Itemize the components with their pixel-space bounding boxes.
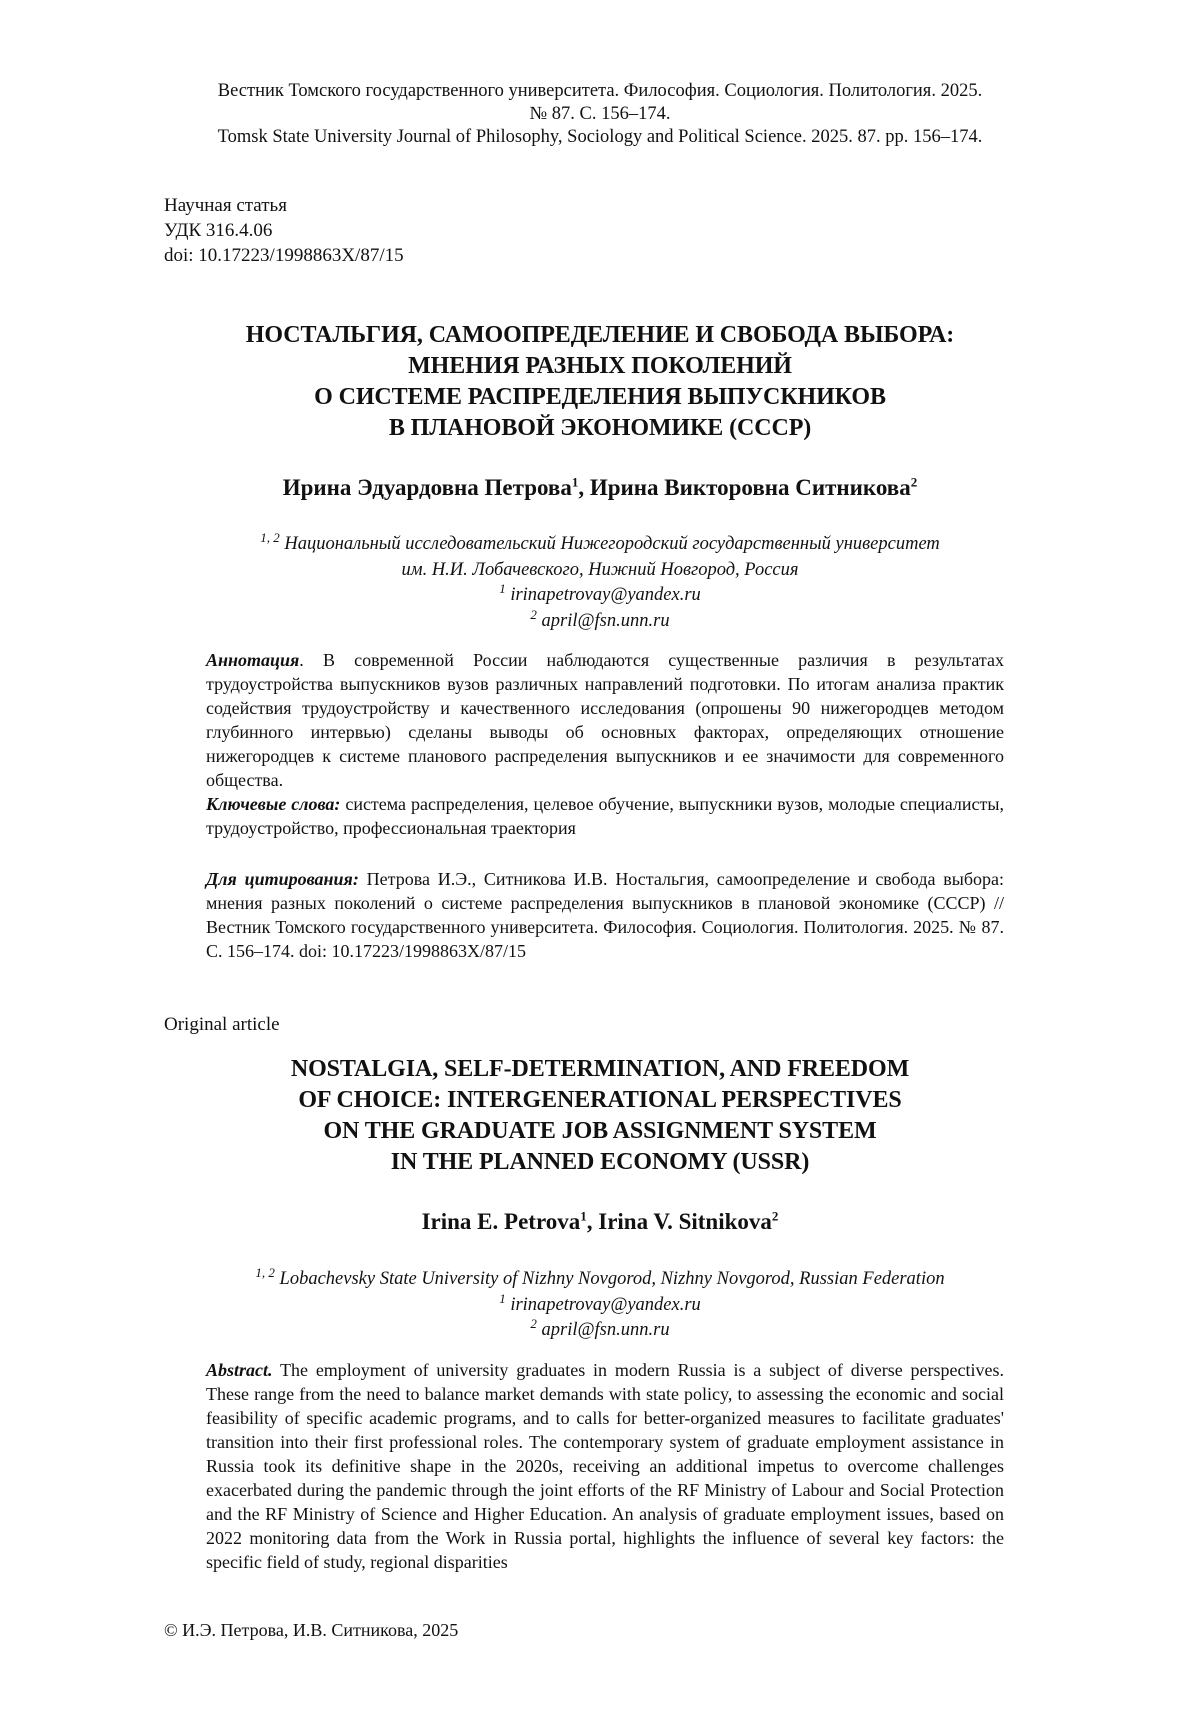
en-author-1: Irina E. Petrova <box>421 1209 581 1234</box>
en-abstract <box>206 1358 1004 1574</box>
ru-keywords-text: система распределения, целевое обучение, выпускники вузов, молодые специалисты, трудоустройство, профессиональная траектория <box>206 794 1005 838</box>
ru-abstract <box>206 648 1004 840</box>
en-email2-sup: 2 <box>530 1315 537 1331</box>
ru-title-line: В ПЛАНОВОЙ ЭКОНОМИКЕ (СССР) <box>388 415 812 441</box>
ru-title-line: МНЕНИЯ РАЗНЫХ ПОКОЛЕНИЙ <box>408 353 792 379</box>
en-title-line: IN THE PLANNED ECONOMY (USSR) <box>390 1149 810 1175</box>
en-author-sep: , <box>586 1209 599 1234</box>
en-title-line: ON THE GRADUATE JOB ASSIGNMENT SYSTEM <box>323 1118 877 1144</box>
en-abstract-text: The employment of university graduates in modern Russia is a subject of diverse perspectives. These range from the need to balance market demands with state policy, to assessing the economic and social feasibility of specific academic programs, and to calls for better-organized measures to facilitate graduates' transition into their first professional roles. The contemporary system of graduate employment assistance in Russia took its definitive shape in the 2020s, receiving an additional impetus to overcome challenges exacerbated during the pandemic through the joint efforts of the RF Ministry of Labour and Social Protection and the RF Ministry of Science and Higher Education. An analysis of graduate employment issues, based on 2022 monitoring data from the Work in Russia portal, highlights the influence of several key factors: the specific field of study, regional disparities <box>206 1360 1004 1572</box>
ru-email-1[interactable]: irinapetrovay@yandex.ru <box>510 585 701 605</box>
ru-article-type: Научная статья <box>164 195 287 216</box>
journal-header-ru-line2: № 87. С. 156–174. <box>529 104 671 124</box>
ru-title-line: О СИСТЕМЕ РАСПРЕДЕЛЕНИЯ ВЫПУСКНИКОВ <box>314 384 886 410</box>
ru-title-line: НОСТАЛЬГИЯ, САМООПРЕДЕЛЕНИЕ И СВОБОДА ВЫБОРА: <box>245 322 955 348</box>
en-email-1[interactable]: irinapetrovay@yandex.ru <box>510 1294 701 1315</box>
en-author-2-sup: 2 <box>771 1208 779 1224</box>
ru-author-2: Ирина Викторовна Ситникова <box>589 475 911 500</box>
en-article-type: Original article <box>164 1014 280 1035</box>
ru-email-2[interactable]: april@fsn.unn.ru <box>541 610 670 631</box>
ru-citation-text: Петрова И.Э., Ситникова И.В. Ностальгия, самоопределение и свобода выбора: мнения разных поколений о системе распределения выпускников в плановой экономике (СССР) // Вестник Томского государственного университета. Философия. Социология. Политология. 2025. № 87. С. 156–174. doi: 10.17223/1998863X/87/15 <box>206 869 1004 961</box>
ru-abstract-label: Аннотация <box>206 650 300 670</box>
ru-author-sep: , <box>578 475 590 500</box>
en-affiliation <box>150 1264 1050 1344</box>
en-author-2: Irina V. Sitnikova <box>598 1209 772 1234</box>
en-author-1-sup: 1 <box>580 1208 587 1224</box>
ru-author-2-sup: 2 <box>910 474 918 490</box>
ru-email2-sup: 2 <box>530 606 537 622</box>
ru-doi: doi: 10.17223/1998863X/87/15 <box>164 245 404 266</box>
journal-header-en-line: Tomsk State University Journal of Philosophy, Sociology and Political Science. 2025. 87. pp. 156–174. <box>217 127 983 147</box>
en-title-line: OF CHOICE: INTERGENERATIONAL PERSPECTIVES <box>298 1087 902 1113</box>
en-email-2[interactable]: april@fsn.unn.ru <box>541 1320 670 1340</box>
en-article-title <box>150 1054 1050 1178</box>
en-abstract-label: Abstract. <box>206 1360 273 1380</box>
journal-header <box>150 80 1050 149</box>
ru-affiliation <box>150 529 1050 634</box>
ru-authors <box>150 474 1050 502</box>
en-aff-line1: Lobachevsky State University of Nizhny Novgorod, Nizhny Novgorod, Russian Federation <box>279 1269 945 1289</box>
ru-article-meta <box>164 193 404 268</box>
en-authors <box>150 1208 1050 1236</box>
journal-header-ru-line1: Вестник Томского государственного университета. Философия. Социология. Политология. 2025. <box>217 81 983 101</box>
ru-email1-sup: 1 <box>499 580 506 596</box>
ru-abstract-text: . В современной России наблюдаются существенные различия в результатах трудоустройства выпускников вузов различных направлений подготовки. По итогам анализа практик содействия трудоустройству и качественного исследования (опрошены 90 нижегородцев методом глубинного интервью) сделаны выводы об основных факторах, определяющих отношение нижегородцев к системе планового распределения выпускников и ее значимости для современного общества. <box>206 650 1004 790</box>
ru-aff-line1: Национальный исследовательский Нижегородский государственный университет <box>284 534 940 554</box>
ru-citation-label: Для цитирования: <box>206 869 359 889</box>
ru-aff-sup: 1, 2 <box>260 529 280 545</box>
ru-author-1-sup: 1 <box>571 474 579 490</box>
en-email1-sup: 1 <box>499 1290 506 1306</box>
copyright-notice: © И.Э. Петрова, И.В. Ситникова, 2025 <box>164 1620 459 1640</box>
ru-keywords-label: Ключевые слова: <box>206 794 341 814</box>
ru-article-title <box>150 320 1050 444</box>
ru-aff-line2: им. Н.И. Лобачевского, Нижний Новгород, Россия <box>401 559 799 580</box>
en-aff-sup: 1, 2 <box>255 1264 275 1280</box>
ru-udk: УДК 316.4.06 <box>164 220 273 241</box>
ru-author-1: Ирина Эдуардовна Петрова <box>282 475 572 500</box>
en-title-line: NOSTALGIA, SELF-DETERMINATION, AND FREEDOM <box>290 1056 910 1082</box>
ru-citation <box>206 867 1004 963</box>
